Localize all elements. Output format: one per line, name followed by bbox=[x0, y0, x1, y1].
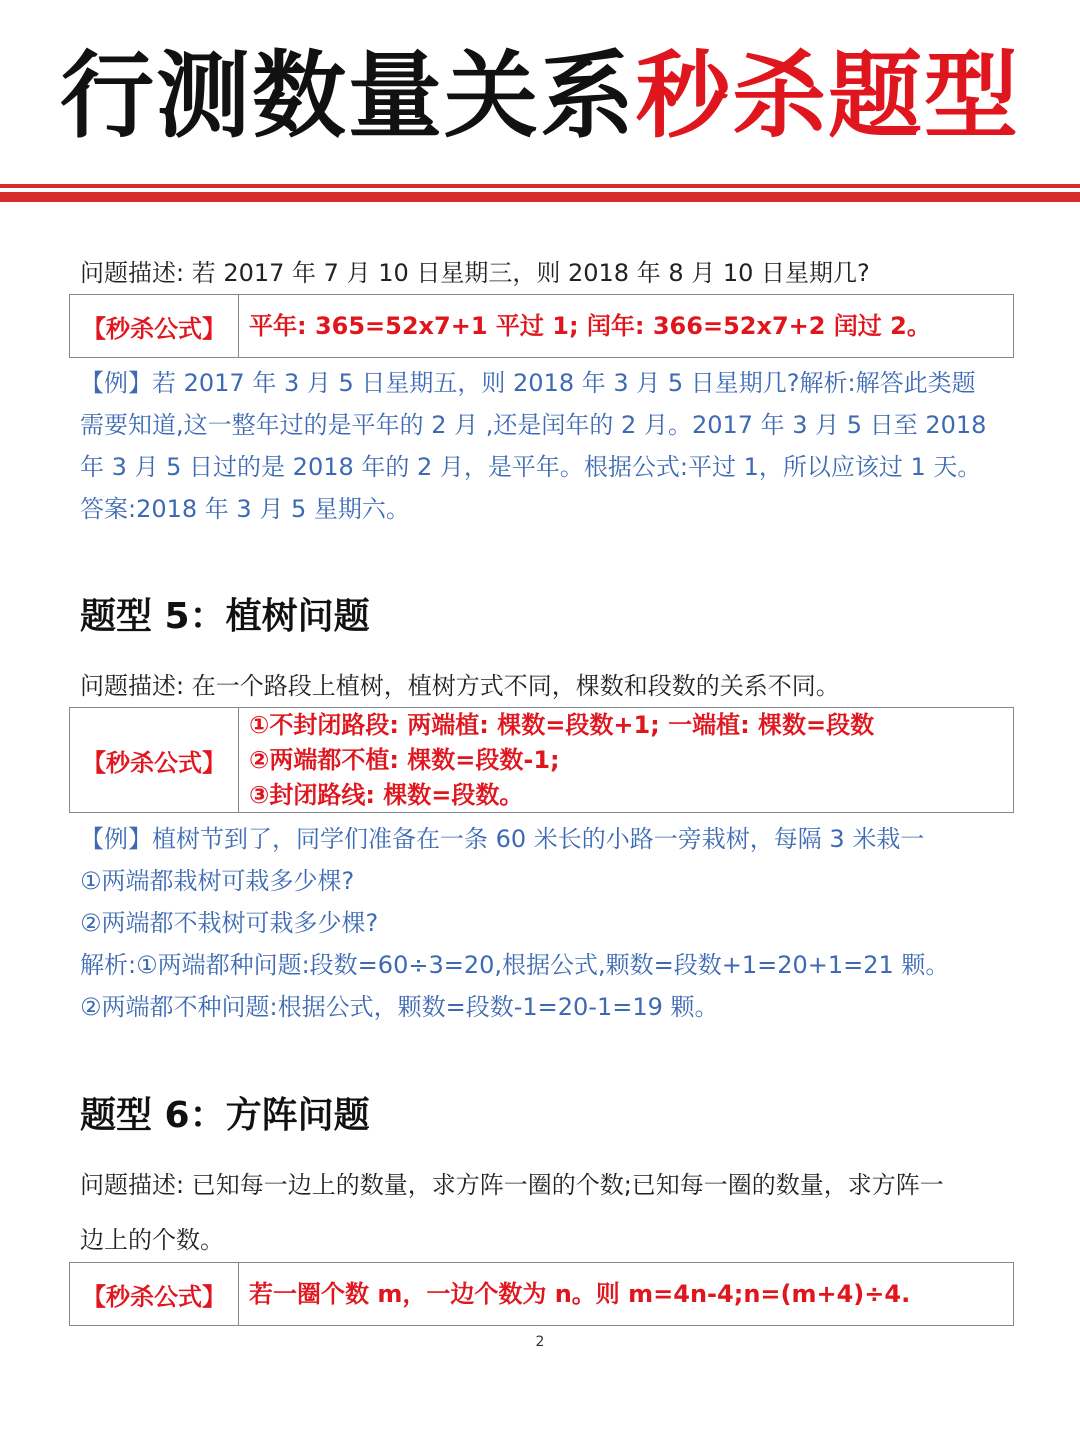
example-line: 【例】植树节到了，同学们准备在一条 60 米长的小路一旁栽树，每隔 3 米栽一 bbox=[80, 825, 925, 853]
header-divider-thin bbox=[0, 184, 1080, 188]
page-number: 2 bbox=[535, 1334, 545, 1350]
formula-line: ③封闭路线: 棵数=段数。 bbox=[249, 780, 524, 809]
example-line: ①两端都栽树可栽多少棵? bbox=[80, 867, 355, 895]
example-line: 需要知道,这一整年过的是平年的 2 月 ,还是闰年的 2 月。2017 年 3 月 5 日至 2018 bbox=[80, 411, 987, 439]
header-divider-thick bbox=[0, 192, 1080, 202]
formula-label: 【秒杀公式】 bbox=[70, 708, 239, 812]
example-line: 年 3 月 5 日过的是 2018 年的 2 月，是平年。根据公式:平过 1，所以应该过 1 天。 bbox=[80, 453, 982, 481]
formula-box-tree-planting bbox=[69, 707, 1014, 813]
formula-box-weekday bbox=[69, 294, 1014, 358]
page-title bbox=[0, 42, 1080, 152]
problem-description-square-array-line1: 问题描述: 已知每一边上的数量，求方阵一圈的个数;已知每一圈的数量，求方阵一 bbox=[80, 1171, 944, 1199]
formula-line: 若一圈个数 m，一边个数为 n。则 m=4n-4;n=(m+4)÷4. bbox=[249, 1279, 911, 1308]
example-line: 解析:①两端都种问题:段数=60÷3=20,根据公式,颗数=段数+1=20+1=21 颗。 bbox=[80, 951, 950, 979]
formula-label: 【秒杀公式】 bbox=[70, 1263, 239, 1325]
formula-label: 【秒杀公式】 bbox=[70, 295, 239, 357]
formula-line: ①不封闭路段: 两端植: 棵数=段数+1; 一端植: 棵数=段数 bbox=[249, 710, 875, 739]
formula-content bbox=[239, 1263, 1013, 1325]
problem-description-tree-planting: 问题描述: 在一个路段上植树，植树方式不同，棵数和段数的关系不同。 bbox=[80, 672, 840, 700]
title-part-black: 行测数量关系 bbox=[59, 42, 636, 151]
example-tree-planting bbox=[80, 818, 1020, 1028]
problem-description-square-array-line2: 边上的个数。 bbox=[80, 1226, 224, 1254]
example-weekday bbox=[80, 362, 1020, 530]
formula-line: 平年: 365=52x7+1 平过 1; 闰年: 366=52x7+2 闰过 2。 bbox=[249, 311, 931, 340]
problem-description-weekday: 问题描述: 若 2017 年 7 月 10 日星期三，则 2018 年 8 月 10 日星期几? bbox=[80, 259, 870, 287]
example-line: 【例】若 2017 年 3 月 5 日星期五，则 2018 年 3 月 5 日星期几?解析:解答此类题 bbox=[80, 369, 976, 397]
section-heading-square-array: 题型 6：方阵问题 bbox=[80, 1095, 370, 1136]
example-line: ②两端都不种问题:根据公式，颗数=段数-1=20-1=19 颗。 bbox=[80, 993, 719, 1021]
formula-content bbox=[239, 295, 1013, 357]
title-part-red: 秒杀题型 bbox=[636, 42, 1021, 151]
example-line: 答案:2018 年 3 月 5 星期六。 bbox=[80, 495, 410, 523]
formula-box-square-array bbox=[69, 1262, 1014, 1326]
example-line: ②两端都不栽树可栽多少棵? bbox=[80, 909, 379, 937]
section-heading-tree-planting: 题型 5：植树问题 bbox=[80, 596, 370, 637]
formula-content bbox=[239, 708, 1013, 812]
formula-line: ②两端都不植: 棵数=段数-1; bbox=[249, 745, 560, 774]
